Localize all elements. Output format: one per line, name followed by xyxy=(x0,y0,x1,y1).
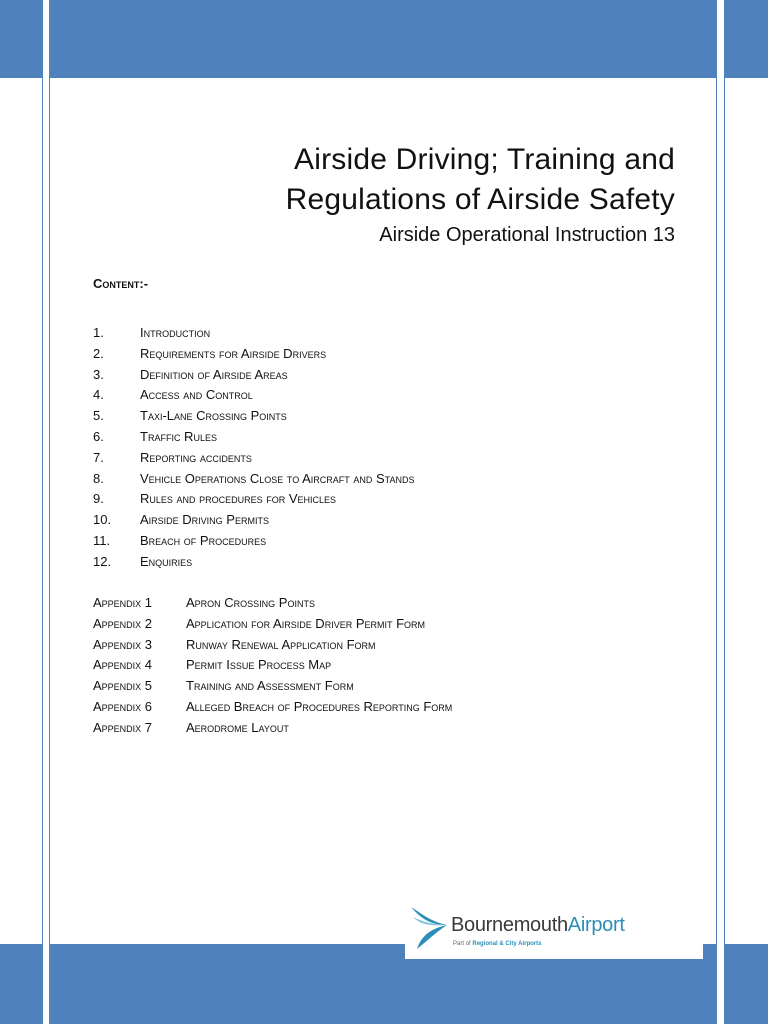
toc-label: Enquiries xyxy=(140,553,193,569)
bournemouth-airport-logo xyxy=(405,897,703,959)
toc-item xyxy=(93,385,415,406)
toc-item xyxy=(93,469,415,490)
toc-label: Vehicle Operations Close to Aircraft and Stands xyxy=(140,470,415,486)
appendix-number: Appendix 2 xyxy=(93,615,153,631)
toc-item xyxy=(93,365,415,386)
right-border-rule xyxy=(724,0,725,1024)
toc-number: 2. xyxy=(93,345,104,361)
title-block xyxy=(286,140,675,250)
toc-item xyxy=(93,427,415,448)
toc-label: Requirements for Airside Drivers xyxy=(140,345,327,361)
toc-number: 7. xyxy=(93,449,104,465)
appendix-item xyxy=(93,655,452,676)
appendix-number: Appendix 4 xyxy=(93,657,153,673)
appendix-item xyxy=(93,635,452,656)
appendix-label: Aerodrome Layout xyxy=(186,719,289,735)
toc-number: 4. xyxy=(93,387,104,403)
toc-label: Introduction xyxy=(140,325,211,340)
appendix-label: Apron Crossing Points xyxy=(186,595,315,610)
appendix-item xyxy=(93,676,452,697)
toc-number: 9. xyxy=(93,491,104,507)
left-border-rule xyxy=(49,0,50,1024)
appendix-number: Appendix 3 xyxy=(93,636,153,652)
appendix-item xyxy=(93,593,452,614)
left-border-rule xyxy=(42,0,43,1024)
toc-item xyxy=(93,344,415,365)
toc-label: Access and Control xyxy=(140,387,253,403)
appendix-list xyxy=(93,593,452,739)
appendix-item xyxy=(93,697,452,718)
toc-label: Traffic Rules xyxy=(140,428,217,444)
toc-item xyxy=(93,531,415,552)
appendix-label: Permit Issue Process Map xyxy=(186,657,332,673)
document-title-line-2: Regulations of Airside Safety xyxy=(285,183,675,216)
appendix-number: Appendix 6 xyxy=(93,698,153,714)
appendix-item xyxy=(93,614,452,635)
right-margin-gap xyxy=(717,0,724,1024)
toc-number: 1. xyxy=(93,325,104,340)
toc-label: Reporting accidents xyxy=(140,449,252,465)
logo-tag-prefix: Part of xyxy=(453,941,471,947)
document-title-line-1: Airside Driving; Training and xyxy=(294,143,675,176)
toc-item xyxy=(93,448,415,469)
toc-number: 12. xyxy=(93,553,112,569)
toc-number: 8. xyxy=(93,470,104,486)
top-blue-band xyxy=(0,0,768,78)
logo-tag-name: Regional & City Airports xyxy=(472,941,542,947)
airport-swoosh-icon xyxy=(407,903,451,953)
appendix-label: Runway Renewal Application Form xyxy=(186,636,376,652)
toc-item xyxy=(93,323,415,344)
table-of-contents xyxy=(93,323,415,573)
toc-label: Definition of Airside Areas xyxy=(140,366,288,382)
toc-item xyxy=(93,406,415,427)
toc-label: Taxi-Lane Crossing Points xyxy=(140,408,287,424)
toc-item xyxy=(93,510,415,531)
logo-tagline xyxy=(453,940,541,948)
content-heading: Content:- xyxy=(93,276,149,291)
appendix-label: Application for Airside Driver Permit Form xyxy=(186,615,426,631)
appendix-item xyxy=(93,718,452,739)
toc-item xyxy=(93,552,415,573)
toc-label: Rules and procedures for Vehicles xyxy=(140,491,337,507)
appendix-number: Appendix 1 xyxy=(93,595,153,610)
toc-number: 10. xyxy=(93,512,112,528)
toc-number: 11. xyxy=(93,532,111,548)
toc-number: 3. xyxy=(93,366,104,382)
toc-label: Breach of Procedures xyxy=(140,532,267,548)
logo-wordmark xyxy=(451,913,625,937)
appendix-number: Appendix 5 xyxy=(93,678,153,694)
appendix-label: Alleged Breach of Procedures Reporting Form xyxy=(186,698,453,714)
toc-number: 5. xyxy=(93,408,104,424)
toc-label: Airside Driving Permits xyxy=(140,512,269,528)
appendix-label: Training and Assessment Form xyxy=(186,678,354,694)
logo-word-airport: Airport xyxy=(567,914,625,936)
toc-number: 6. xyxy=(93,428,104,444)
toc-item xyxy=(93,489,415,510)
appendix-number: Appendix 7 xyxy=(93,719,153,735)
logo-word-bournemouth: Bournemouth xyxy=(451,914,568,936)
right-border-rule xyxy=(716,0,717,1024)
document-subtitle: Airside Operational Instruction 13 xyxy=(379,224,675,246)
